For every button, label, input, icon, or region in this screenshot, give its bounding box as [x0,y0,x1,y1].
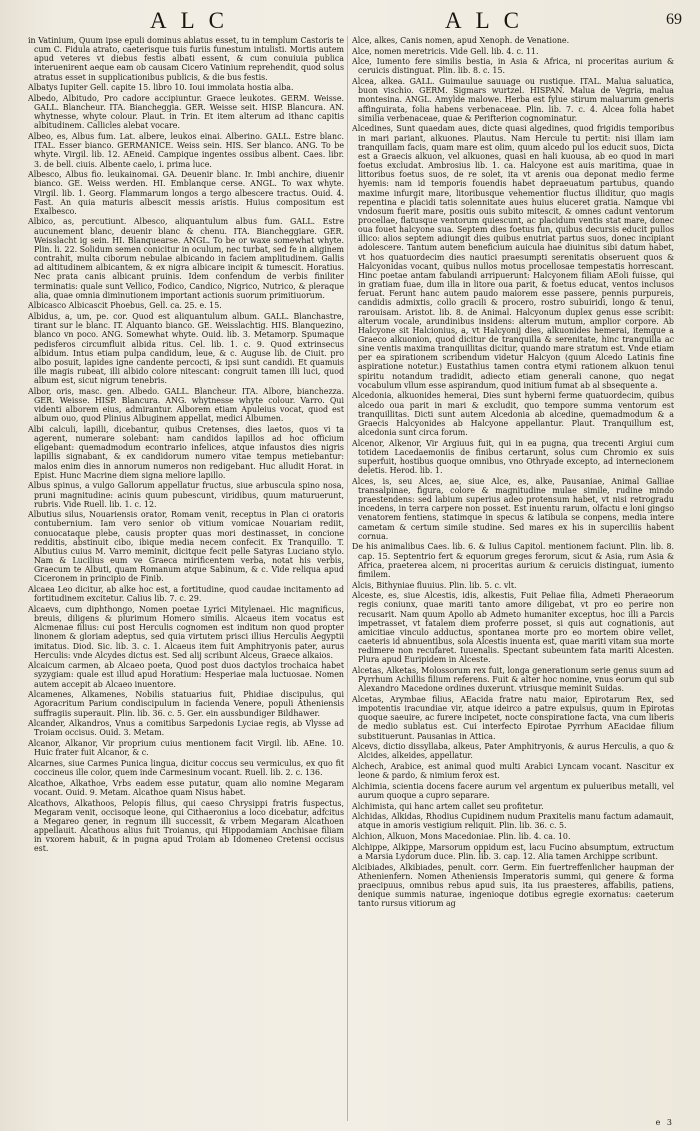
dictionary-entry: Alces, is, seu Alces, ae, siue Alce, es, alke, Pausaniae, Animal Galliae transalpinae, figura, colore & magnitudine mulae simile, rudine mindo praestendens: sed labium superius adeo protensum habet, vt nisi retrogradu incedens, in terra carpere non posset. Est inuentu rarum, olfactu e loni gingso venatorem fentiens, statimque in specus & latibula se conpens, media intere cametam & certum simile studine. Sed mares ex his in superciliis habent cornua. [352,476,674,541]
dictionary-entry: Alchion, Alkuon, Mons Macedoniae. Plin. lib. 4. ca. 10. [352,832,571,842]
dictionary-entry: De his animalibus Caes. lib. 6. & Iulius Capitol. mentionem faciunt. Plin. lib. 8. cap. 15. Septentrio fert & equorum greges ferorum, sicut & Asia, rum Asia & Africa, praeterea alcem, ni proceritas aurium & ceruicis distinguat, iumento fimilem. [352,542,674,579]
dictionary-entry: Albus spinus, a vulgo Gallorum appellatur fructus, siue arbuscula spino nosa, pruni magnitudine: acinis quum pubescunt, viridibus, quum maturuerunt, rubris. Vide Ruell. lib. 1. c. 12. [28,481,344,509]
dictionary-entry: Alcis, Bithyniae fluuius. Plin. lib. 5. c. vlt. [352,580,517,590]
dictionary-entry: Alcea, alkea. GALL. Guimaulue sauuage ou rustique. ITAL. Malua saluatica, buon vischio. GERM. Sigmars wurtzel. HISPAN. Malua de Vegria, malua montesina. ANGL. Amylde malowe. Herba est fylue stirum maluarum generis affinguirata, folia habens verbenaceae. Plin. lib. 7. c. 4. Alcea folia habet similia verbenaceae, quae & Perifterion cognominatur. [352,77,674,123]
dictionary-entry: Alcetas, Arymbae filius, AEacida fratre natu maior, Epirotarum Rex, sed impotentis iracundiae vir, atque ideirco a patre expulsus, quum in Epirotas quoque saeuire, ac furere incipetet, nocte conspiratione facta, vna cum liberis de medio sublatus est. Cui interfecto Epirotae Pyrrhum AEacidae filium substituerunt. Pausanias in Attica. [352,694,674,741]
dictionary-entry: Alceste, es, siue Alcestis, idis, alkestis, Fuit Peliae filia, Admeti Pheraeorum regis coniunx, quae mariti tanto amore diligebat, vt pro eo perire non recusarit. Nam quum Apollo ab Admeto humaniter exceptus, hoc illi a Parcis impetrasset, vt fatalem diem proferre posset, si quis aut cognationis, aut amicitiae vinculo adductus, spontanea morte pro eo mortem obire vellet, caeteris id abnuentibus, sola Alcestis inuenta est, quae mariti vitam sua morte redimere non recufaret. Iuuenalis. Spectant subeuntem fata mariti Alcesten. Plura apud Euripidem in Alceste. [352,591,674,665]
dictionary-entry: Alcetas, Alketas, Molossorum rex fuit, longa generationum serie genus suum ad Pyrrhum Achillis filium referens. Fuit & alter hoc nomine, vnus eorum qui sub Alexandro Macedone ordines duxerunt. vtriusque meminit Suidas. [352,665,674,694]
dictionary-entry: Alchech, Arabice, est animal quod multi Arabici Lyncam vocant. Nascitur ex leone & pardo, & nimium ferox est. [352,762,674,781]
dictionary-entry: Albico, as, percutiunt. Albesco, aliquantulum albus fum. GALL. Estre aucunement blanc, deuenir blanc & chenu. ITA. Biancheggiare. GER. Weisslacht ig sein. HI. Blanquearse. ANGL. To be or waxe somewhat whyte. Plin. li. 22. Solidum semen conicitur in oculum, nec turbat, sed fe in aliginem contrahit, multa ciborum nebulae albicando in faciem amplitudinem. Gallis ad altitudinem albicantem, & ex nigra albicare incipit & tumescit. Horatius. Nec prata canis albicant pruinis. Idem confendum de verbis finiliter terminatis: quale sunt Vellico, Fodico, Candico, Nigrico, Nutrico, & pleraque alia, quae omnia diminutionem important actionis suorum primitiuorum. [28,217,344,300]
page-number: 69 [666,11,682,28]
header-word-right: ALC [445,8,533,33]
dictionary-entry: Alcarnes, siue Carmes Punica lingua, dicitur coccus seu vermiculus, ex quo fit coccineus ille color, quem inde Carmesinum vocant. Ruell. lib. 2. c. 136. [28,758,344,778]
dictionary-entry: Alcibiades, Alkibiades, penult. corr. Germ. Ein fuertreffenlicher haupman der Athenienfern. Nomen Atheniensis Imperatoris summi, qui genere & forma praecipuus, omnibus rebus apud suis, ita ius praesteres, affabilis, patiens, denique summis naturae, ingenioque dotibus egregie exornatus: caeterum tanto rursus vitiorum ag [352,862,674,909]
dictionary-entry: Alcevs, dictio dissyllaba, alkeus, Pater Amphitryonis, & aurus Herculis, a quo & Alcides, alkeides, appellatur. [352,742,674,761]
dictionary-entry: Alce, nomen meretricis. Vide Gell. lib. 4. c. 11. [352,46,539,56]
right-column [352,36,674,1121]
dictionary-entry: Alcander, Alkandros, Vnus a comitibus Sarpedonis Lyciae regis, ab Vlysse ad Troiam occisus. Ouid. 3. Metam. [28,719,344,738]
dictionary-entry: Albicasco Albicascit Phoebus, Gell. ca. 25. e. 15. [28,301,222,311]
dictionary-entry: Alcedonia, alkuonides hemerai, Dies sunt hyberni ferme quatuordecim, quibus alcedo oua parit in mari & excludit, quo tempore summa ventorum est tranquillitas. Dicti sunt autem Alcedonia ab alcedine, quemadmodum & a Graecis Halcyonides ab Halcyone appellantur. Plaut. Tranquillum est, alcedonia sunt circa forum. [352,391,674,438]
dictionary-entry: Alcaea Leo dicitur, ab alke hoc est, a fortitudine, quod caudae incitamento ad fortitudinem excitetur. Calius lib. 7. c. 29. [28,585,344,604]
dictionary-entry: Alcaevs, cum diphthongo, Nomen poetae Lyrici Mitylenaei. Hic magnificus, breuis, diligens & plurimum Homero similis. Alcaeus item vocatus est Alcmenae filius: cui post Herculis cognomen est inditum non quod propter linonem & gloriam adeptus, sed quia virtutem prisci illius Herculis Aegyptii imitatus. Diod. Sic. lib. 3. c. 1. Alcaeus item fuit Amphitryonis pater, aurus Herculis: vnde Alcydes dictus est. Sed alij scribunt Alceus, Graece alkaios. [28,604,344,660]
left-column [28,36,344,1121]
dictionary-entry: Alce, alkes, Canis nomen, apud Xenoph. de Venatione. [352,36,570,45]
dictionary-entry: Albesco, Albus fio. leukainomai. GA. Deuenir blanc. Ir. Imbi anchire, diuenir bianco. GE. Weiss werden. HI. Emblanque cerse. ANGL. To wax whyte. Virgil. lib. 1. Georg. Flammarum longos a tergo albescere tractus. Ouid. 4. Fast. An quia maturis albescit messis aristis. Huius compositum est Exalbesco. [28,170,344,216]
dictionary-entry: Alcaicum carmen, ab Alcaeo poeta, Quod post duos dactylos trochaica habet syzygiam: quale est illud apud Horatium: Hesperiae mala luctuosae. Nomen autem accepit ab Alcaeo inuentore. [28,661,344,689]
dictionary-entry: Albidus, a, um, pe. cor. Quod est aliquantulum album. GALL. Blanchastre, tirant sur le blanc. IT. Alquanto bianco. GE. Weisslachtig. HIS. Blanquezino, blanco vn poco. ANG. Somewhat whyte. Ouid. lib. 3. Metamorp. Spumaque pedisferos circumfluit albida ritus. Cel. lib. 1. c. 9. Quod extrinsecus albidum. Intus etiam pulpa candidum, leue, & c. Auguse lib. de Ciuit. pro albo posuit, lapides igne candente percocti, & ipsi sunt candidi. Et quamuis ille magis rubeat, illi albido colore nitescant: congruit tamen illi luci, quod album est, sicut nigrum tenebris. [28,312,344,386]
dictionary-entry: Albedo, Albitudo, Pro cadore accipiuntur. Graece leukotes. GERM. Weisse. GALL. Blancheur. ITA. Biancheggia. GER. Weisse seit. HISP. Blancura. AN. whytnesse, whyte colour. Plaut. in Trin. Et item alterum ad ithanc capitis albitudinem. Callicles alebat vocare. [28,93,344,131]
dictionary-entry: Albi calculi, lapilli, dicebantur, quibus Cretenses, dies laetos, quos vi ta agerent, numerare solebant: nam candidos lapillos ad hoc officium eligebant: quemadmodum econtrario infelices, atque infaustos dies nigris lapillis signabant, & ex candidorum numero vitae tempus metiebantur: malos enim dies in annorum numeros non redigebant. Huc alludit Horat. in Epist. Hunc Macrine diem signa meliore lapillo. [28,424,344,480]
dictionary-entry: Alcathoe, Alkathoe, Vrbs eadem esse putatur, quam alio nomine Megaram vocant. Ouid. 9. Metam. Alcathoe quam Nisus habet. [28,778,344,797]
dictionary-entry: Alcathovs, Alkathoos, Pelopis filius, qui caeso Chrysippi fratris fuspectus, Megaram venit, occisoque leone, qui Cithaeronius a loco dicebatur, adfcitus a Megareo gener, in regnum illi successit, & vrbem Megaram Alcathoen appellauit. Alcathous alius fuit Troianus, qui Hippodamiam Anchisae filiam in vxorem habuit, & in pugna apud Troiam ab Idomeneo Cretensi occisus est. [28,798,344,854]
dictionary-entry: Alchimista, qui hanc artem callet seu profitetur. [352,801,544,811]
dictionary-entry: Alcamenes, Alkamenes, Nobilis statuarius fuit, Phidiae discipulus, qui Agoracritum Parium condiscipulum in facienda Venere, populi Atheniensis suffragiis superauit. Plin. lib. 36. c. 5. Ger. ein aussbundiger Bildhawer. [28,690,344,718]
dictionary-entry: in Vatinium, Quum ipse epuli dominus ablatus esset, tu in templum Castoris te cum C. Fidula atrato, caeterisque tuis furiis funestum intulisti. Mortis autem apud veteres vt diebus festis albati essent, & cum conuiuia publica interuenirent aeque eam ob causam Cicero Vatinium reprehendit, quod solus atratus esset in supplicationibus publicis, & die bus festis. [28,36,344,82]
dictionary-entry: Albutius silus, Nouariensis orator, Romam venit, receptus in Plan ci oratoris contubernium. Iam vero senior ob vitium vomicae Nouariam rediit, conuocataque plebe, causis propter quas mori destinasset, in concione redditis, abstinuit cibo, ibique media necem confecit. Ex Tranquillo. T. Albutius cuius M. Varro meminit, dicitque fecit pelle Satyras Luciano stylo. Nam & Lucilius eum ve Graeca mirificentem verba, notat his verbis, Graecum te Albuti, quam Romanum atque Sabinum, & c. Vide reliqua apud Ciceronem in principio de Finib. [28,510,344,584]
header-word-left: ALC [150,8,238,33]
dictionary-entry: Alce, Iumento fere similis bestia, in Asia & Africa, ni proceritas aurium & ceruicis distinguat. Plin. lib. 8. c. 15. [352,57,674,76]
dictionary-entry: Albor, oris, masc. gen. Albedo. GALL. Blancheur. ITA. Albore, bianchezza. GER. Weisse. HISP. Blancura. ANG. whytnesse whyte colour. Varro. Qui videnti alborem eius, admirantur. Alborem etiam Apuleius vocat, quod est album ouo, quod Plinius Albuginem appellat, medici Albumen. [28,386,344,424]
dictionary-entry: Alcenor, Alkenor, Vir Argiuus fuit, qui in ea pugna, qua trecenti Argiui cum totidem Lacedaemoniis de finibus certarunt, solus cum Chromio ex suis superfuit, hostibus quoque omnibus, vno Othryade excepto, ad internecionem deletis. Herod. lib. 1. [352,438,674,476]
column-divider [347,36,348,1121]
signature-mark: e 3 [655,1118,674,1127]
dictionary-entry: Albeo, es, Albus fum. Lat. albere, leukos einai. Alberino. GALL. Estre blanc. ITAL. Esser bianco. GERMANICE. Weiss sein. HIS. Ser blanco. ANG. To be whyte. Virgil. lib. 12. AEneid. Campique ingentes ossibus albent. Caes. libr. 3. de bell. ciuis. Albente caelo, i. prima luce. [28,132,344,169]
running-header [0,8,700,36]
dictionary-entry: Albatys Iupiter Gell. capite 15. libro 10. Ioui immolata hostia alba. [28,83,294,93]
dictionary-entry: Alcanor, Alkanor, Vir proprium cuius mentionem facit Virgil. lib. AEne. 10. Huic frater fuit Alcanor, & c. [28,739,344,758]
dictionary-entry: Alcedines, Sunt quaedam aues, dicte quasi algedines, quod frigidis temporibus in mari pariant, alkuones. Plautus. Nam Hercule tu pertit: nisi illam iam tranquillam facis, quam mare est olim, quum alcedo pul los educit suos, Dicta est a Graecis alkuon, vel alkuones, quasi en hali kuousa, ab eo quod in mari foetus excludat. Ambrosius lib. 1. ca. Halcyone est auis maritima, quae in littoribus foetus suos, de re solet, ita vt arenis oua deponat medio ferme hyemis: nam id temporis fouendis habet depraeuatum partubus, quando maxime infurgit mare, litoribusque vehementior fluctus illiditur, quo magis repentina e placidi tatis solennitate aues huius eluceret gratia. Namque vbi vndosum fuerit mare, positis ouis subito mitescit, & omnes cadunt ventorum procellae, flatusque ventorum quiescunt, ac placidum ventis stat mare, donec oua fouet halcyone sua. Septem dies foetus fun, quibus decursis educit pullos illico: alios septem adiungit dies quibus enutriat partus suos, donec incipiant adolescere. Tantum autem beneficium auicula hae diuinitus sibi datum habet, vt hos quatuordecim dies nautici praesumpti serenitatis obseruent quos & Halcyonidas vocant, quibus nullos motus procellosae tempestatis horrescant. Hinc poetae antam fabulandi arripuerunt: Halcyonem filiam AEoli fuisse, qui in gratiam fuae, dum illa in litore oua parit, & foetus educat, ventos inclusos feruat. Ferunt hanc autem paudo maiorem esse passere, pennis purpureis, candidis admixtis, collo gracili & procero, rostro subuiridi, longo & tenui, rarouisam. Aristot. lib. 8. de Animal. Halcyonum duplex genus esse scribit: alterum vocale, arundinibus insidens: alterum mutum, amplior corpore. Ab Halcyone sit Halcionius, a, vt Halcyonij dies, alkuonides hemerai, itemque a Graeco alkuonion, quod dicitur de tranquilla & serenitate, hinc tranquilla ac sine ventis maxima tranquillitas dicitur, quando mare stratum est. Vnde etiam per ea spirationem scribendum videtur Halcyon (quum Alcedo Latinis fine aspiratione notetur.) Eustathius tamen contra etymi rationem alkuon tenui spiritu notandum tradidit, adiecto etiam generali canone, quo negat vocabulum vllum esse aspirandum, quod initium fumat ab al sbsequente a. [352,124,674,390]
dictionary-entry: Alchippe, Alkippe, Marsorum oppidum est, lacu Fucino absumptum, extructum a Marsia Lydorum duce. Plin. lib. 3. cap. 12. Alia tamen Archippe scribunt. [352,842,674,861]
dictionary-entry: Alchidas, Alkidas, Rhodius Cupidinem nudum Praxitelis manu factum adamauit, atque in amoris vestigium reliquit. Plin. lib. 36. c. 5. [352,812,674,831]
dictionary-entry: Alchimia, scientia docens facere aurum vel argentum ex pulueribus metalli, vel aurum quoque a cupro separare. [352,781,674,800]
